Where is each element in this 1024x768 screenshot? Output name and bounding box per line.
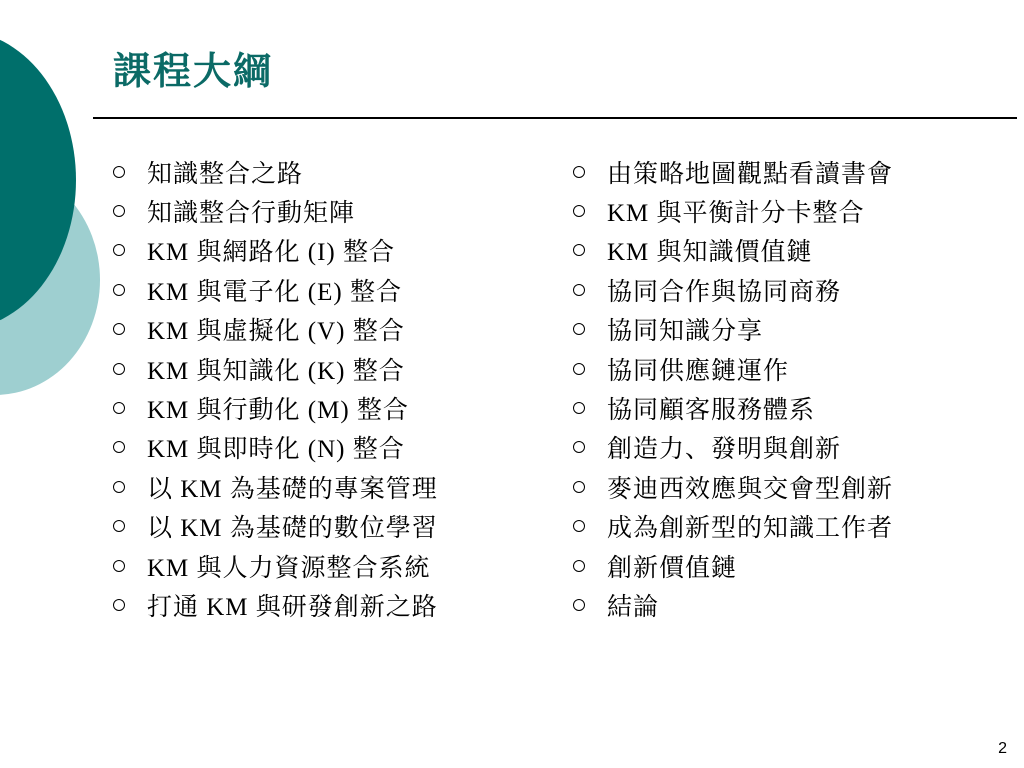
list-item: 由策略地圖觀點看讀書會	[573, 152, 1013, 191]
list-item: 協同知識分享	[573, 310, 1013, 349]
circle-bullet-icon	[113, 599, 125, 611]
list-item: KM 與知識價值鏈	[573, 231, 1013, 270]
title-divider	[93, 117, 1017, 119]
list-item: 創新價值鏈	[573, 546, 1013, 585]
list-item: KM 與知識化 (K) 整合	[113, 349, 553, 388]
circle-bullet-icon	[573, 244, 585, 256]
circle-bullet-icon	[113, 244, 125, 256]
circle-bullet-icon	[573, 481, 585, 493]
list-item: KM 與即時化 (N) 整合	[113, 428, 553, 467]
circle-bullet-icon	[573, 205, 585, 217]
circle-bullet-icon	[573, 441, 585, 453]
slide-title: 課程大綱	[113, 48, 274, 93]
circle-bullet-icon	[573, 363, 585, 375]
list-item: KM 與平衡計分卡整合	[573, 191, 1013, 230]
circle-bullet-icon	[113, 363, 125, 375]
list-item: 協同供應鏈運作	[573, 349, 1013, 388]
circle-bullet-icon	[573, 402, 585, 414]
circle-bullet-icon	[573, 284, 585, 296]
list-item: 打通 KM 與研發創新之路	[113, 585, 553, 624]
list-item: 結論	[573, 585, 1013, 624]
circle-bullet-icon	[573, 520, 585, 532]
list-item: 成為創新型的知識工作者	[573, 507, 1013, 546]
list-item: KM 與人力資源整合系統	[113, 546, 553, 585]
list-item: 以 KM 為基礎的專案管理	[113, 467, 553, 506]
circle-bullet-icon	[573, 166, 585, 178]
circle-bullet-icon	[113, 481, 125, 493]
list-item: 創造力、發明與創新	[573, 428, 1013, 467]
list-item: 知識整合行動矩陣	[113, 191, 553, 230]
list-item: KM 與虛擬化 (V) 整合	[113, 310, 553, 349]
circle-bullet-icon	[113, 520, 125, 532]
list-item: 知識整合之路	[113, 152, 553, 191]
outline-list-left	[113, 152, 553, 625]
list-item: 協同合作與協同商務	[573, 270, 1013, 309]
list-item: KM 與行動化 (M) 整合	[113, 388, 553, 427]
circle-bullet-icon	[113, 166, 125, 178]
list-item: 麥迪西效應與交會型創新	[573, 467, 1013, 506]
circle-bullet-icon	[573, 599, 585, 611]
list-item: 以 KM 為基礎的數位學習	[113, 507, 553, 546]
list-item: KM 與電子化 (E) 整合	[113, 270, 553, 309]
list-item: 協同顧客服務體系	[573, 388, 1013, 427]
circle-bullet-icon	[113, 284, 125, 296]
circle-bullet-icon	[113, 205, 125, 217]
circle-bullet-icon	[113, 560, 125, 572]
circle-bullet-icon	[573, 323, 585, 335]
outline-list-right	[573, 152, 1013, 625]
circle-bullet-icon	[113, 441, 125, 453]
list-item: KM 與網路化 (I) 整合	[113, 231, 553, 270]
circle-bullet-icon	[573, 560, 585, 572]
circle-bullet-icon	[113, 402, 125, 414]
circle-bullet-icon	[113, 323, 125, 335]
page-number: 2	[998, 740, 1007, 757]
